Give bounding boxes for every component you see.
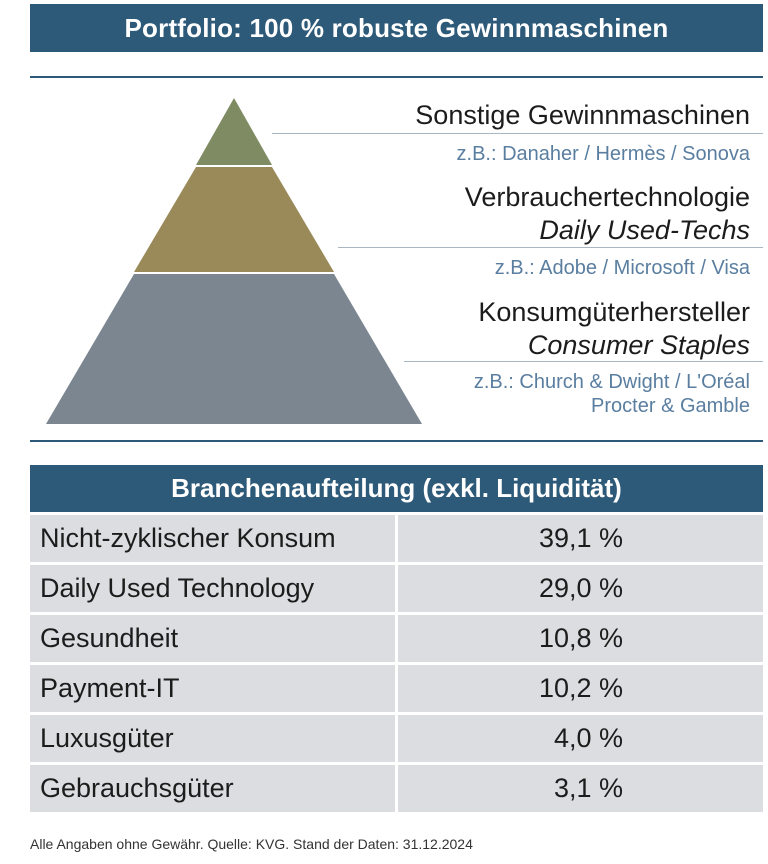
source-note: Alle Angaben ohne Gewähr. Quelle: KVG. Stand der Daten: 31.12.2024	[30, 836, 473, 852]
tier-1-examples	[457, 142, 750, 166]
tier-3-subtitle: Consumer Staples	[527, 330, 750, 360]
sector-value: 10,2 %	[398, 665, 763, 712]
pyramid-tier-middle	[134, 167, 334, 272]
allocation-title: Branchenaufteilung (exkl. Liquidität)	[30, 465, 763, 512]
tier-1-example-line: z.B.: Danaher / Hermès / Sonova	[456, 143, 750, 165]
bottom-divider	[30, 440, 763, 442]
tier-3-example-line-1: z.B.: Church & Dwight / L'Oréal	[473, 371, 750, 393]
sector-name: Nicht-zyklischer Konsum	[30, 515, 395, 562]
tier-3-title: Konsumgüterhersteller	[478, 297, 750, 327]
tier-2-subtitle: Daily Used-Techs	[539, 215, 750, 245]
sector-name: Daily Used Technology	[30, 565, 395, 612]
sector-name: Luxusgüter	[30, 715, 395, 762]
tier-2-example-line: z.B.: Adobe / Microsoft / Visa	[494, 257, 750, 279]
sector-name: Gebrauchsgüter	[30, 765, 395, 812]
sector-value: 39,1 %	[398, 515, 763, 562]
sector-value: 4,0 %	[398, 715, 763, 762]
table-row	[30, 565, 763, 612]
table-row	[30, 615, 763, 662]
tier-1-title: Sonstige Gewinnmaschinen	[415, 100, 750, 130]
sector-name: Payment-IT	[30, 665, 395, 712]
table-row	[30, 665, 763, 712]
pyramid-tier-top	[196, 98, 272, 165]
tier-3-examples	[474, 370, 750, 418]
tier-1-label	[415, 99, 750, 132]
pyramid-tier-bottom	[46, 274, 422, 424]
sector-value: 3,1 %	[398, 765, 763, 812]
tier-2-title: Verbrauchertechnologie	[464, 182, 750, 212]
tier-3-divider	[404, 361, 763, 362]
tier-2-examples	[495, 256, 750, 280]
tier-2-divider	[338, 247, 763, 248]
tier-3-example-line-2: Procter & Gamble	[591, 395, 750, 417]
table-row	[30, 715, 763, 762]
sector-name: Gesundheit	[30, 615, 395, 662]
allocation-table	[30, 515, 763, 815]
sector-value: 10,8 %	[398, 615, 763, 662]
sector-value: 29,0 %	[398, 565, 763, 612]
table-row	[30, 515, 763, 562]
page-title: Portfolio: 100 % robuste Gewinnmaschinen	[30, 4, 763, 52]
table-row	[30, 765, 763, 812]
tier-2-label	[465, 181, 750, 247]
tier-3-label	[478, 296, 750, 362]
tier-1-divider	[272, 133, 763, 134]
